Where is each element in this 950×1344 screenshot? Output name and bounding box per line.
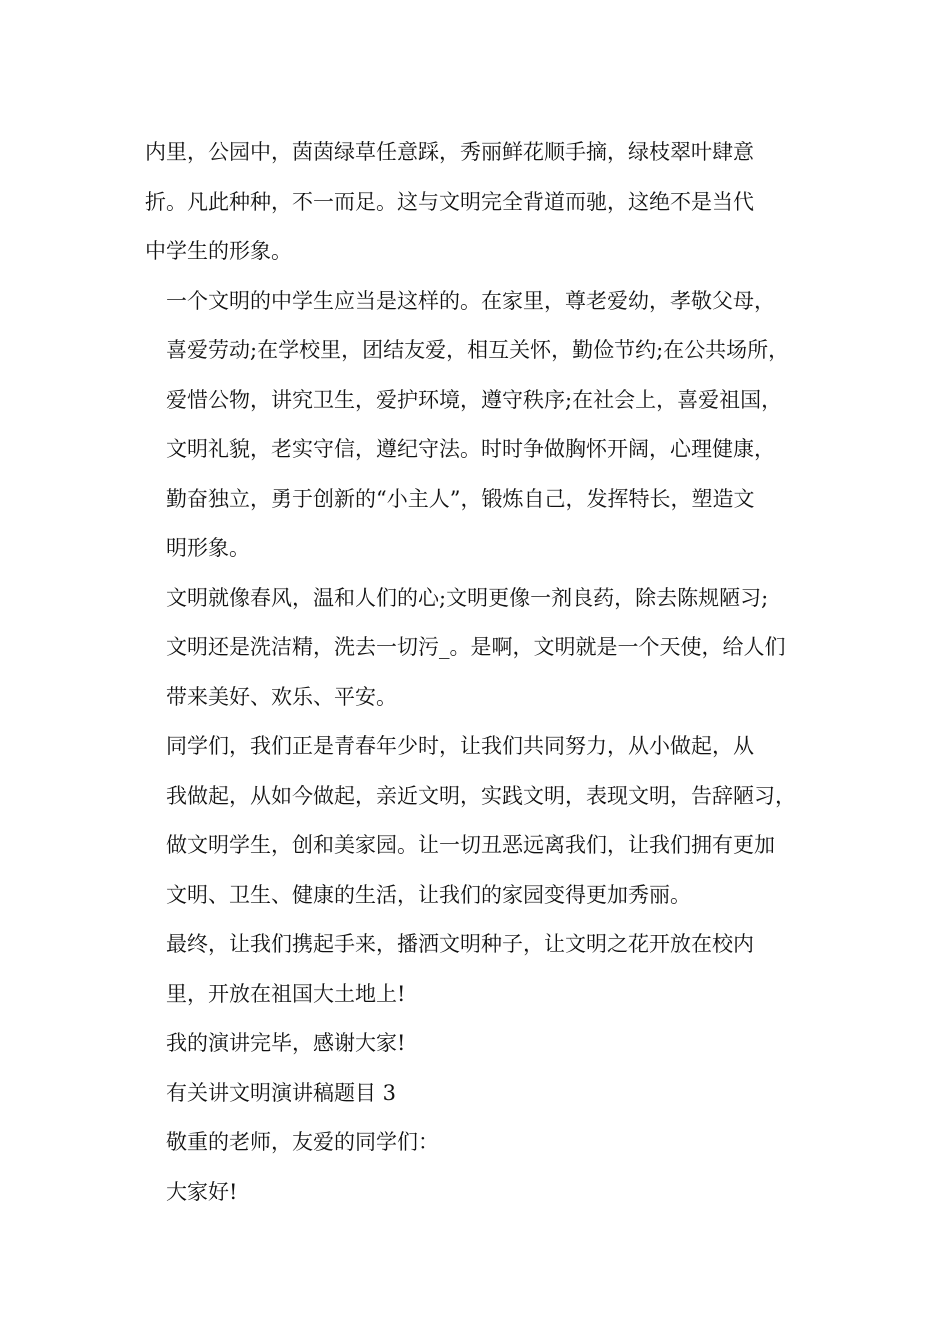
paragraph [145, 277, 810, 574]
salutation [145, 1118, 810, 1168]
text-line: 最终，让我们携起手来，播洒文明种子，让文明之花开放在校内 [166, 932, 754, 956]
text-line: 做文明学生，创和美家园。让一切丑恶远离我们，让我们拥有更加 [166, 833, 775, 857]
text-line: 我的演讲完毕，感谢大家! [166, 1031, 406, 1055]
text-line: 我做起，从如今做起，亲近文明，实践文明，表现文明，告辞陋习， [166, 783, 796, 808]
text-line: 带来美好、欢乐、平安。 [166, 684, 397, 709]
text-line: 文明还是洗洁精，洗去一切污_。是啊，文明就是一个天使，给人们 [166, 635, 786, 659]
text-line: 爱惜公物，讲究卫生，爱护环境，遵守秩序;在社会上，喜爱祖国， [166, 387, 783, 412]
paragraph [145, 128, 810, 277]
text-line: 内里，公园中，茵茵绿草任意踩，秀丽鲜花顺手摘，绿枝翠叶肆意 [145, 140, 754, 164]
paragraph [145, 1019, 810, 1069]
text-line: 勤奋独立，勇于创新的“小主人”，锻炼自己，发挥特长，塑造文 [166, 486, 755, 511]
paragraph [145, 722, 810, 920]
greeting [145, 1168, 810, 1218]
text-line: 文明礼貌，老实守信，遵纪守法。时时争做胸怀开阔，心理健康， [166, 437, 775, 461]
paragraph [145, 920, 810, 1019]
text-line: 大家好! [166, 1179, 238, 1204]
text-line: 有关讲文明演讲稿题目 3 [166, 1080, 397, 1105]
text-line: 同学们，我们正是青春年少时，让我们共同努力，从小做起，从 [166, 734, 754, 758]
text-line: 折。凡此种种，不一而足。这与文明完全背道而驰，这绝不是当代 [145, 189, 754, 214]
text-line: 文明就像春风，温和人们的心;文明更像一剂良药，除去陈规陋习; [166, 585, 769, 610]
document-body [145, 128, 810, 1217]
text-line: 文明、卫生、健康的生活，让我们的家园变得更加秀丽。 [166, 882, 691, 907]
text-line: 一个文明的中学生应当是这样的。在家里，尊老爱幼，孝敬父母， [166, 288, 775, 313]
text-line: 明形象。 [166, 536, 250, 560]
text-line: 喜爱劳动;在学校里，团结友爱，相互关怀，勤俭节约;在公共场所， [166, 338, 790, 362]
text-line: 中学生的形象。 [145, 239, 292, 263]
text-line: 敬重的老师，友爱的同学们： [166, 1130, 439, 1154]
paragraph [145, 574, 810, 723]
text-line: 里，开放在祖国大土地上! [166, 981, 406, 1006]
section-heading [145, 1069, 810, 1119]
